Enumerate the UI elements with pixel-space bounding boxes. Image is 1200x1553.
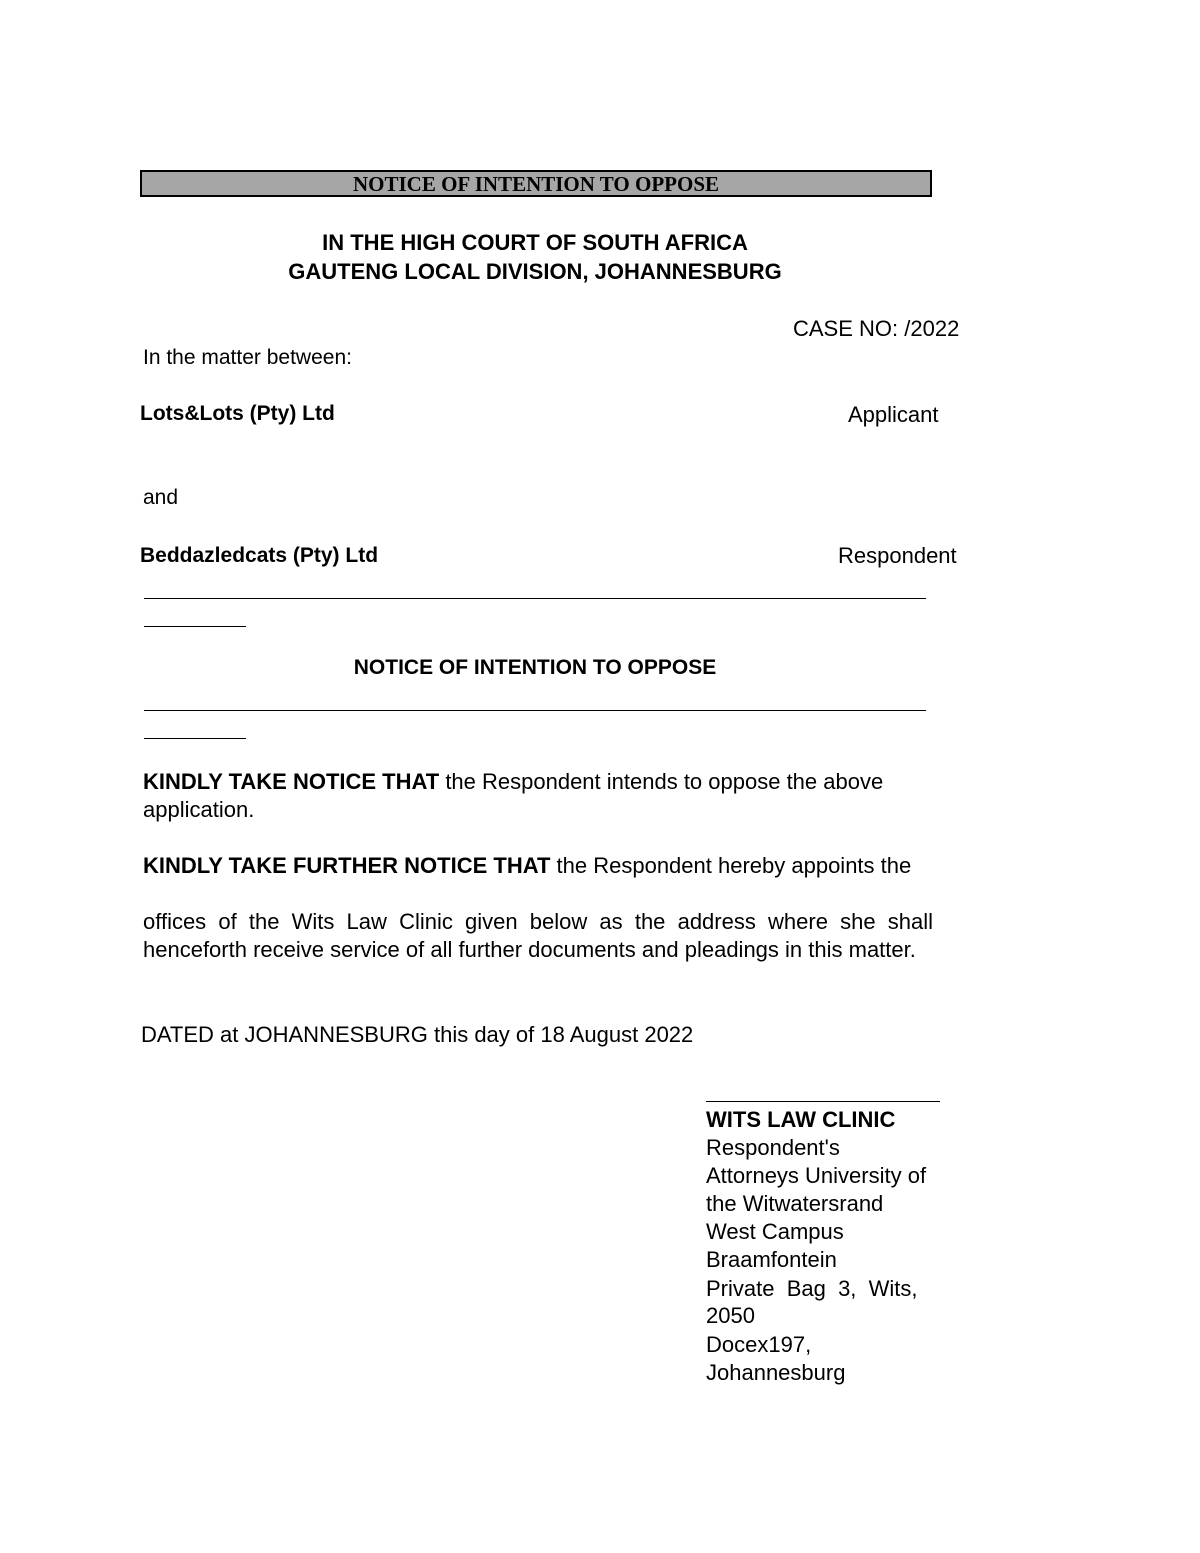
address-line: Attorneys University of: [706, 1163, 927, 1188]
address-line: Braamfontein: [706, 1247, 837, 1272]
matter-intro: In the matter between:: [143, 346, 352, 369]
notice-text: the Respondent intends to oppose the above application.: [143, 769, 884, 822]
court-division: GAUTENG LOCAL DIVISION, JOHANNESBURG: [288, 259, 782, 284]
notice-heading: NOTICE OF INTENTION TO OPPOSE: [353, 656, 717, 679]
firm-name: WITS LAW CLINIC: [706, 1107, 896, 1132]
applicant-role: Applicant: [848, 402, 939, 427]
case-number: CASE NO: /2022: [793, 316, 960, 341]
document-title-banner: NOTICE OF INTENTION TO OPPOSE: [140, 170, 932, 197]
address-line: Private Bag 3, Wits,: [706, 1276, 918, 1301]
further-notice-lead: KINDLY TAKE FURTHER NOTICE THAT: [143, 853, 551, 878]
further-notice-paragraph-body: offices of the Wits Law Clinic given below as the address where she shall henceforth receive service of all further documents and pleadings in this matter.: [143, 909, 933, 962]
address-line: 2050: [706, 1303, 755, 1328]
respondent-role: Respondent: [838, 543, 957, 568]
dated-line: DATED at JOHANNESBURG this day of 18 August 2022: [141, 1022, 694, 1047]
notice-lead: KINDLY TAKE NOTICE THAT: [143, 769, 440, 794]
address-line: the Witwatersrand: [706, 1191, 884, 1216]
address-line: Docex197,: [706, 1332, 812, 1357]
further-notice-paragraph: [143, 852, 933, 880]
address-line: West Campus: [706, 1219, 844, 1244]
signature-line: [706, 1101, 940, 1102]
conjunction-and: and: [143, 486, 179, 509]
notice-paragraph: [143, 768, 933, 824]
divider-line-continued: [144, 626, 246, 627]
address-line: Johannesburg: [706, 1360, 846, 1385]
court-name: IN THE HIGH COURT OF SOUTH AFRICA: [322, 230, 748, 255]
divider-line: [144, 710, 926, 711]
address-line: Respondent's: [706, 1135, 840, 1160]
applicant-name: Lots&Lots (Pty) Ltd: [140, 402, 335, 425]
divider-line: [144, 598, 926, 599]
respondent-name: Beddazledcats (Pty) Ltd: [140, 544, 379, 567]
further-notice-text-line1: the Respondent hereby appoints the: [550, 853, 912, 878]
divider-line-continued: [144, 738, 246, 739]
